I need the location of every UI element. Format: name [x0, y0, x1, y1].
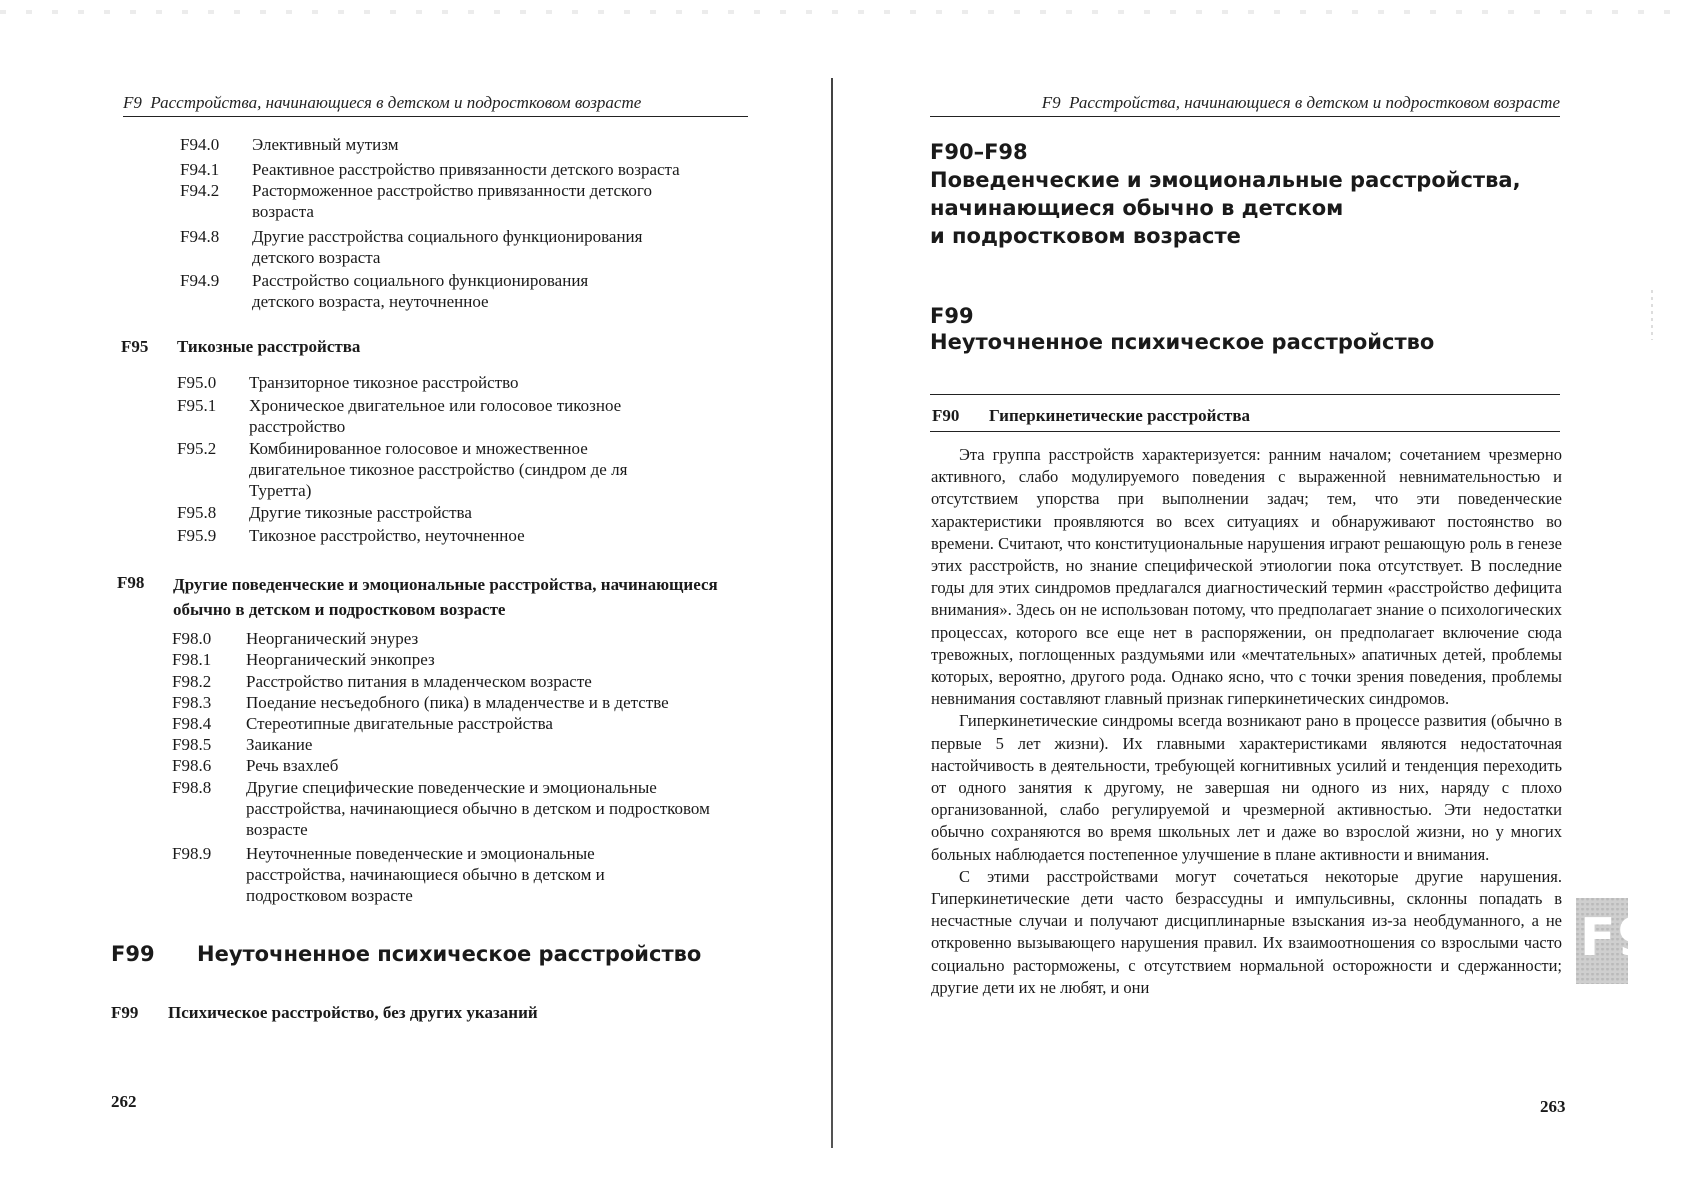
running-head-title: Расстройства, начинающиеся в детском и подростковом возрасте [1069, 93, 1560, 112]
paragraph: Гиперкинетические синдромы всегда возникают рано в процессе развития (обычно в первые 5 лет жизни). Их главными характеристиками являются недостаточная настойчивость в деятельности, требующей когнитивных усилий и тенденция переходить от одного занятия к другому, не завершая ни одного из них, наряду с плохо организованной, слабо регулируемой и чрезмерной активностью. Эти недостатки обычно сохраняются во время школьных лет и даже во взрослой жизни, но у многих больных наблюдается постепенное улучшение в плане активности и внимания. [931, 711, 1562, 864]
item-label: Комбинированное голосовое и множественное двигательное тикозное расстройство (синдром де ля Туретта) [249, 439, 628, 500]
group-label: Другие поведенческие и эмоциональные расстройства, начинающиеся обычно в детском и подростковом возрасте [173, 575, 718, 619]
group-code: F99 [111, 942, 155, 966]
item-code: F95.9 [177, 526, 217, 545]
item-code: F94.9 [180, 271, 220, 290]
chapter-thumb-tab [1576, 898, 1656, 984]
item-label: Неуточненные поведенческие и эмоциональные расстройства, начинающиеся обычно в детском и подростковом возрасте [246, 844, 605, 905]
block1-title-line: и подростковом возрасте [930, 224, 1241, 248]
group-code: F99 [111, 1003, 139, 1022]
group-label: Неуточненное психическое расстройство [197, 942, 702, 966]
list-item [172, 777, 772, 840]
list-item [172, 734, 772, 755]
block1-codes: F90–F98 [930, 140, 1028, 164]
page-number-left: 262 [111, 1092, 137, 1111]
list-item [172, 843, 772, 906]
item-code: F98.3 [172, 693, 212, 712]
group-code: F98 [117, 573, 145, 592]
item-label: Заикание [246, 735, 313, 754]
body-text [931, 444, 1562, 999]
item-code: F98.0 [172, 629, 212, 648]
list-item [180, 159, 780, 180]
list-item [177, 525, 737, 546]
item-code: F98.1 [172, 650, 212, 669]
item-label: Тикозное расстройство, неуточненное [249, 526, 525, 545]
list-item [172, 755, 772, 776]
item-label: Другие тикозные расстройства [249, 503, 472, 522]
item-label: Реактивное расстройство привязанности детского возраста [252, 160, 680, 179]
list-item [177, 372, 737, 393]
group-label: Гиперкинетические расстройства [989, 406, 1251, 425]
item-code: F98.5 [172, 735, 212, 754]
running-head-title: Расстройства, начинающиеся в детском и подростковом возрасте [150, 93, 642, 112]
item-code: F98.4 [172, 714, 212, 733]
item-label: Расстройство питания в младенческом возрасте [246, 672, 592, 691]
item-code: F94.2 [180, 181, 220, 200]
group-label: Тикозные расстройства [177, 337, 361, 356]
item-code: F94.0 [180, 135, 220, 154]
paragraph: С этими расстройствами могут сочетаться некоторые другие нарушения. Гиперкинетические дети часто безрассудны и импульсивны, склонны попадать в несчастные случаи и получают дисциплинарные взыскания из-за необдуманного, а не откровенно вызывающего нарушения правил. Их взаимоотношения со взрослыми часто социально расторможены, с отсутствием нормальной осторожности и сдержанности; другие дети их не любят, и они [931, 866, 1562, 997]
list-item [172, 692, 772, 713]
item-label: Другие специфические поведенческие и эмоциональные расстройства, начинающиеся обычно в детском и подростковом возрасте [246, 778, 710, 839]
item-label: Стереотипные двигательные расстройства [246, 714, 553, 733]
group-code: F95 [121, 337, 149, 356]
list-item [172, 671, 772, 692]
list-item [172, 628, 772, 649]
item-code: F95.2 [177, 439, 217, 458]
list-item [177, 438, 737, 501]
section-rule-top [930, 394, 1560, 395]
item-label: Расстройство социального функционирования детского возраста, неуточненное [252, 271, 589, 311]
list-item [172, 713, 772, 734]
paragraph: Эта группа расстройств характеризуется: ранним началом; сочетанием чрезмерно активного, слабо модулируемого поведения с выраженной невнимательностью и отсутствием упорства при выполнении задач; тем, что эти поведенческие характеристики проявляются во всех ситуациях и обнаруживают постоянство во времени. Считают, что конституциональные нарушения играют решающую роль в генезе этих расстройств, но знание специфической этиологии пока отсутствует. В последние годы для этих синдромов предлагался диагностический термин «расстройство дефицита внимания». Здесь он не использован потому, что предполагает знание о психологических процессах, которого все еще нет в распоряжении, он предполагает включение сюда тревожных, поглощенных раздумьями или «мечтательных» апатичных детей, проблемы которых, вероятно, другого рода. Однако ясно, что с точки зрения поведения, проблемы невнимания составляют главный признак гиперкинетических синдромов. [931, 445, 1562, 709]
f99-item [111, 1002, 751, 1024]
item-code: F98.2 [172, 672, 212, 691]
item-label: Речь взахлеб [246, 756, 339, 775]
block1-title-line: начинающиеся обычно в детском [930, 196, 1344, 220]
section-heading-f95 [121, 336, 681, 358]
list-item [180, 270, 740, 312]
thumb-tab-label: F9 [1580, 908, 1656, 968]
list-item [177, 502, 737, 523]
list-item [180, 180, 740, 222]
block2-code: F99 [930, 304, 974, 328]
item-label: Транзиторное тикозное расстройство [249, 373, 519, 392]
item-code: F95.8 [177, 503, 217, 522]
list-item [177, 395, 737, 437]
item-label: Неорганический энкопрез [246, 650, 435, 669]
section-heading-f90 [932, 405, 1552, 427]
section-rule-bottom [930, 431, 1560, 432]
block1-title-line: Поведенческие и эмоциональные расстройства, [930, 168, 1521, 192]
item-code: F98.6 [172, 756, 212, 775]
item-label: Поедание несъедобного (пика) в младенчестве и в детстве [246, 693, 669, 712]
right-running-head [930, 93, 1560, 117]
item-label: Неорганический энурез [246, 629, 419, 648]
item-label: Другие расстройства социального функционирования детского возраста [252, 227, 643, 267]
left-running-head [123, 93, 748, 117]
scan-edge-noise [1651, 290, 1653, 340]
item-code: F95.1 [177, 396, 217, 415]
list-item [172, 649, 772, 670]
item-code: F95.0 [177, 373, 217, 392]
item-code: F94.8 [180, 227, 220, 246]
item-code: F98.9 [172, 844, 212, 863]
item-label: Расторможенное расстройство привязанности детского возраста [252, 181, 652, 221]
group-code: F90 [932, 406, 960, 425]
running-head-code: F9 [1041, 93, 1061, 112]
list-item [180, 226, 740, 268]
page-number-right: 263 [1540, 1097, 1566, 1116]
item-label: Хроническое двигательное или голосовое тикозное расстройство [249, 396, 622, 436]
block2-title: Неуточненное психическое расстройство [930, 330, 1435, 354]
section-heading-f98 [117, 572, 757, 620]
item-code: F98.8 [172, 778, 212, 797]
running-head-code: F9 [123, 93, 142, 112]
group-label: Психическое расстройство, без других указаний [168, 1003, 538, 1022]
item-label: Элективный мутизм [252, 135, 399, 154]
list-item [180, 134, 740, 155]
section-heading-f99 [111, 940, 751, 970]
item-code: F94.1 [180, 160, 220, 179]
